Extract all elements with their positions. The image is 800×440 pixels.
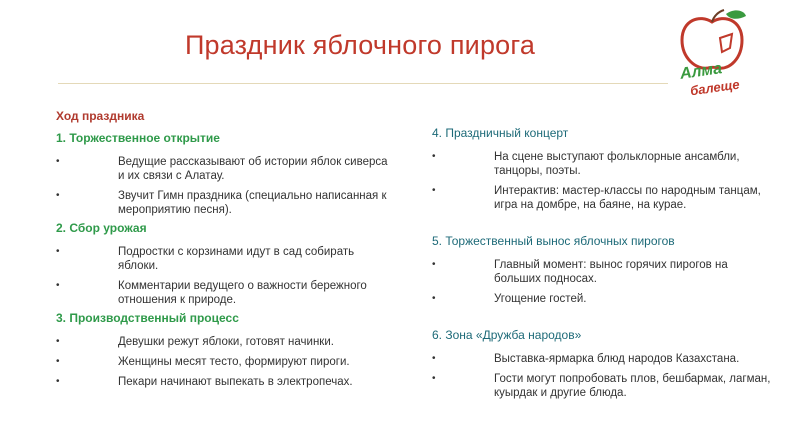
- bullet-icon: •: [56, 336, 60, 347]
- section-harvest: [56, 221, 396, 307]
- list-item: [56, 355, 396, 369]
- item-text: Звучит Гимн праздника (специально написанная к мероприятию песня).: [118, 190, 387, 216]
- bullet-icon: •: [56, 280, 60, 291]
- list-item: [56, 245, 396, 273]
- section-pie-procession: [432, 234, 772, 306]
- list-item: [432, 184, 772, 212]
- item-text: Интерактив: мастер-классы по народным танцам, игра на домбре, на баяне, на курае.: [494, 185, 761, 211]
- bullet-icon: •: [56, 156, 60, 167]
- section-title: 1. Торжественное открытие: [56, 131, 220, 145]
- section-opening: [56, 131, 396, 217]
- bullet-icon: •: [56, 190, 60, 201]
- section-title: 2. Сбор урожая: [56, 221, 147, 235]
- item-text: Угощение гостей.: [494, 293, 587, 305]
- item-text: Пекари начинают выпекать в электропечах.: [118, 376, 353, 388]
- item-text: Гости могут попробовать плов, бешбармак, лагман, куырдак и другие блюда.: [494, 373, 771, 399]
- item-text: Комментарии ведущего о важности бережного отношения к природе.: [118, 280, 367, 306]
- bullet-icon: •: [432, 185, 436, 196]
- bullet-icon: •: [432, 353, 436, 364]
- bullet-icon: •: [432, 151, 436, 162]
- item-text: Ведущие рассказывают об истории яблок сиверса и их связи с Алатау.: [118, 156, 388, 182]
- bullet-icon: •: [432, 259, 436, 270]
- section-title: 4. Праздничный концерт: [432, 126, 569, 140]
- bullet-icon: •: [56, 356, 60, 367]
- list-item: [432, 292, 772, 306]
- item-text: Главный момент: вынос горячих пирогов на больших подносах.: [494, 259, 728, 285]
- logo-text-baleshe: балеще: [689, 76, 741, 99]
- list-item: [56, 155, 396, 183]
- list-item: [56, 335, 396, 349]
- section-title: 6. Зона «Дружба народов»: [432, 328, 582, 342]
- item-text: Женщины месят тесто, формируют пироги.: [118, 356, 350, 368]
- item-text: Девушки режут яблоки, готовят начинки.: [118, 336, 334, 348]
- list-item: [432, 258, 772, 286]
- alma-baleshe-logo: [672, 8, 752, 98]
- item-text: Подростки с корзинами идут в сад собирать яблоки.: [118, 246, 355, 272]
- left-column: [56, 109, 396, 389]
- list-item: [432, 352, 772, 366]
- slide-title: Праздник яблочного пирога: [184, 30, 536, 60]
- item-text: На сцене выступают фольклорные ансамбли, танцоры, поэты.: [494, 151, 740, 177]
- section-friendship-zone: [432, 328, 772, 400]
- bullet-icon: •: [432, 373, 436, 384]
- section-title: 3. Производственный процесс: [56, 311, 239, 325]
- section-production: [56, 311, 396, 389]
- logo-text-alma: Алма: [678, 60, 724, 83]
- list-item: [432, 372, 772, 400]
- right-column: [432, 126, 772, 400]
- list-item: [56, 279, 396, 307]
- item-text: Выставка-ярмарка блюд народов Казахстана.: [494, 353, 740, 365]
- list-item: [56, 189, 396, 217]
- bullet-icon: •: [432, 293, 436, 304]
- bullet-icon: •: [56, 246, 60, 257]
- list-item: [56, 375, 396, 389]
- section-title: 5. Торжественный вынос яблочных пирогов: [432, 234, 675, 248]
- section-concert: [432, 126, 772, 212]
- program-heading: Ход праздника: [56, 109, 145, 123]
- title-divider: [58, 83, 668, 84]
- list-item: [432, 150, 772, 178]
- bullet-icon: •: [56, 376, 60, 387]
